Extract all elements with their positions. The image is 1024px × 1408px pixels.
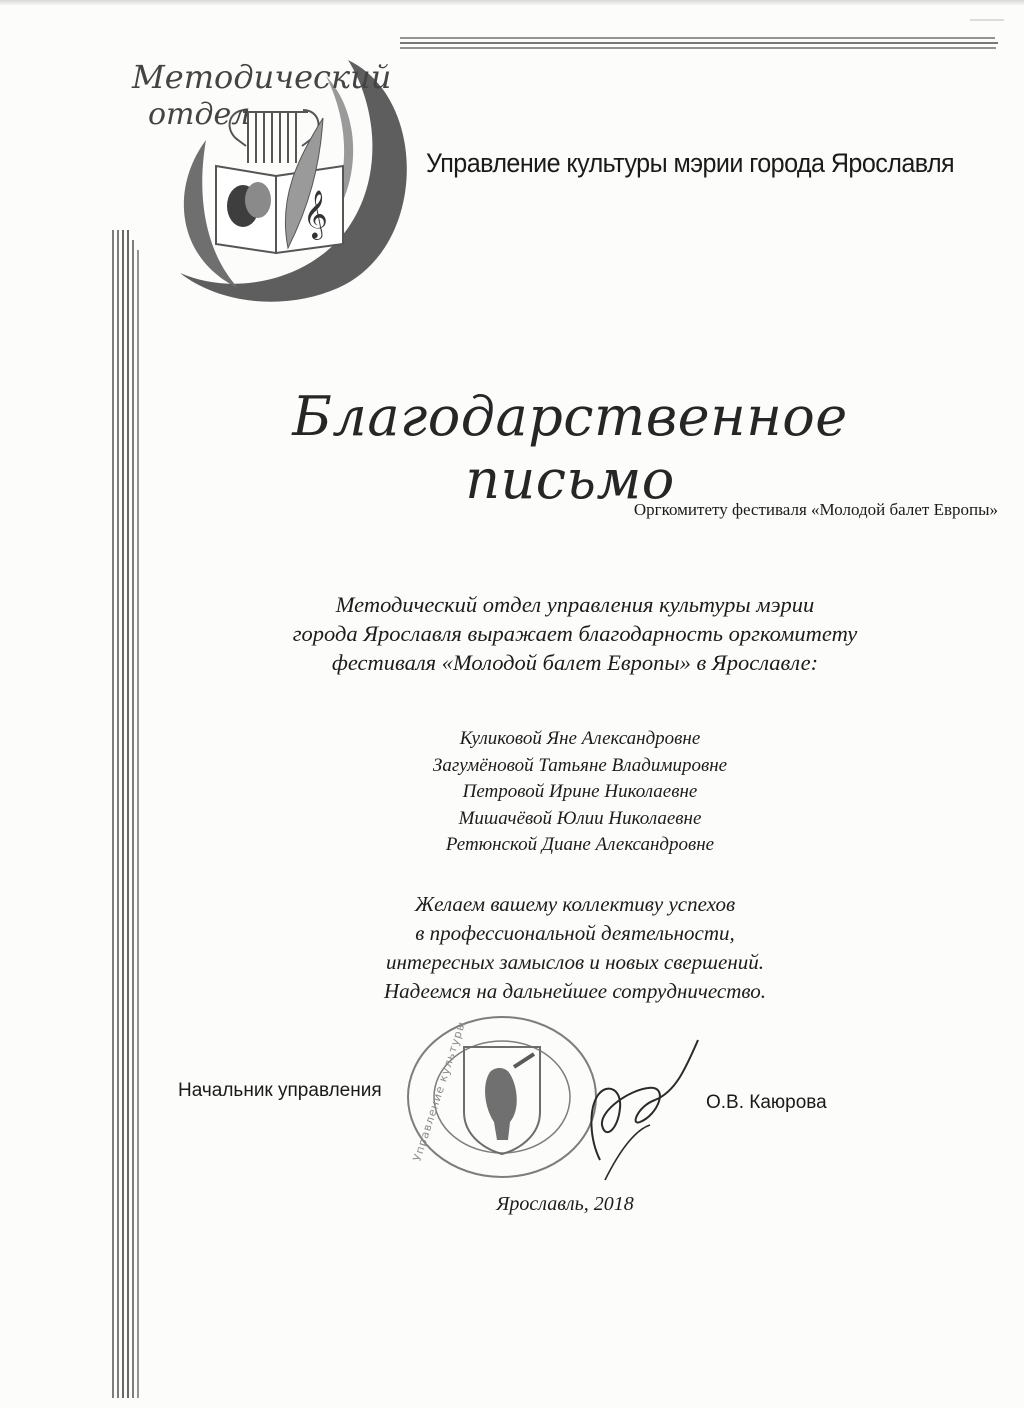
handwritten-signature (560, 1030, 710, 1190)
list-item: Загумёновой Татьяне Владимировне (432, 754, 728, 776)
wishes-line: Желаем вашему коллективу успехов (414, 892, 736, 916)
wishes-line: Надеемся на дальнейшее сотрудничество. (383, 979, 766, 1003)
list-item: Мишачёвой Юлии Николаевне (458, 807, 702, 829)
wishes-paragraph (200, 890, 950, 1006)
agency-name: Управление культуры мэрии города Ярославля (426, 148, 955, 178)
names-list (260, 726, 900, 859)
list-item: Ретюнской Диане Александровне (445, 834, 715, 855)
svg-text:𝄞: 𝄞 (303, 189, 328, 238)
list-item: Куликовой Яне Александровне (459, 728, 701, 749)
wishes-line: интересных замыслов и новых свершений. (385, 950, 765, 974)
logo-caption-line1: Методический (132, 58, 392, 96)
intro-paragraph (200, 590, 950, 677)
signatory-position: Начальник управления (178, 1080, 382, 1101)
list-item: Петровой Ирине Николаевне (462, 781, 698, 802)
intro-line: фестиваля «Молодой балет Европы» в Ярославле: (331, 650, 819, 675)
place-and-date: Ярославль, 2018 (496, 1193, 634, 1215)
wishes-line: в профессиональной деятельности, (415, 921, 735, 945)
svg-text:Управление культуры: Управление культуры (410, 1019, 469, 1163)
intro-line: города Ярославля выражает благодарность оргкомитету (292, 621, 858, 646)
methodical-department-logo (98, 48, 428, 320)
treble-clef-icon (303, 189, 328, 240)
logo-caption-line2: отдел (148, 97, 251, 132)
coat-of-arms-shield (464, 1047, 540, 1154)
recipient-line: Оргкомитету фестиваля «Молодой балет Европы» (633, 500, 998, 519)
intro-line: Методический отдел управления культуры мэрии (335, 592, 815, 617)
document-title: Благодарственное письмо (292, 385, 848, 511)
signatory-name: О.В. Каюрова (706, 1092, 827, 1113)
